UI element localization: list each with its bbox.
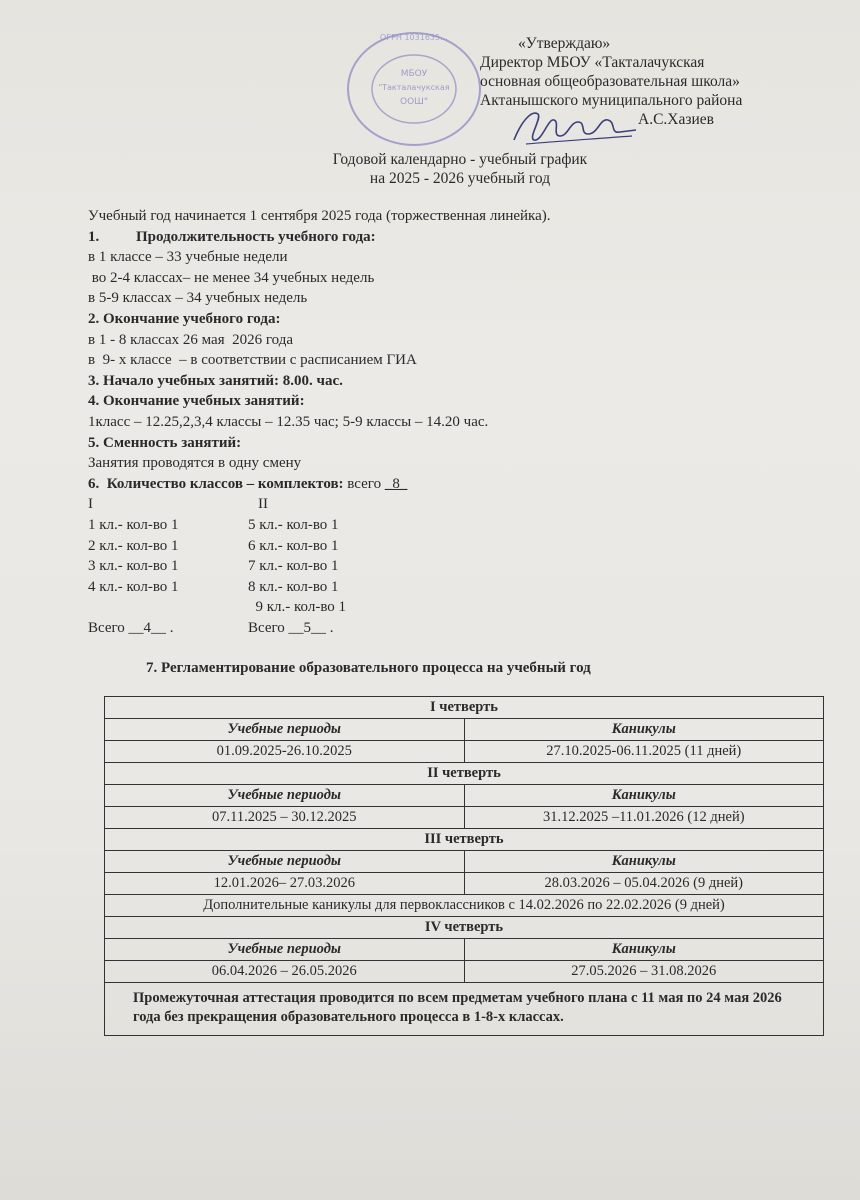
- extra-holiday-cell: Дополнительные каникулы для первоклассников с 14.02.2026 по 22.02.2026 (9 дней): [105, 895, 824, 917]
- section-4-line: 1класс – 12.25,2,3,4 классы – 12.35 час; 5-9 классы – 14.20 час.: [88, 413, 489, 430]
- column-2-total: Всего __5__ .: [248, 619, 334, 636]
- document-body: [88, 206, 818, 638]
- holiday-header: Каникулы: [464, 939, 824, 961]
- intro-text: Учебный год начинается 1 сентября 2025 года (торжественная линейка).: [88, 208, 551, 224]
- title-line-1: Годовой календарно - учебный график: [332, 151, 588, 168]
- svg-text:МБОУ: МБОУ: [400, 69, 428, 79]
- approval-school-line: основная общеобразовательная школа»: [480, 73, 740, 90]
- section-1-title: Продолжительность учебного года:: [136, 228, 376, 245]
- section-2-line: в 1 - 8 классах 26 мая 2026 года: [88, 331, 293, 348]
- section-3-heading: 3. Начало учебных занятий: 8.00. час.: [88, 372, 343, 389]
- attestation-note: Промежуточная аттестация проводится по всем предметам учебного плана с 11 мая по 24 мая 2026 года без прекращения образовательного процесса в 1-8-х классах.: [105, 983, 824, 1036]
- title-line-2: на 2025 - 2026 учебный год: [369, 170, 551, 187]
- director-signature: [508, 100, 638, 152]
- holiday-header: Каникулы: [464, 851, 824, 873]
- section-1-line: в 5-9 классах – 34 учебных недель: [88, 290, 308, 307]
- section-2-heading: 2. Окончание учебного года:: [88, 310, 281, 327]
- quarter-header-row: [105, 763, 824, 785]
- column-2-head: II: [258, 496, 268, 513]
- period-header: Учебные периоды: [105, 939, 465, 961]
- section-2-line: в 9- х классе – в соответствии с расписанием ГИА: [88, 352, 417, 369]
- column-header-row: [105, 939, 824, 961]
- column-1-head: I: [88, 496, 93, 513]
- svg-text:ОГРН 1031635…: ОГРН 1031635…: [379, 33, 449, 42]
- section-6-total-prefix: всего: [343, 475, 385, 492]
- approval-heading: «Утверждаю»: [518, 35, 611, 52]
- class-row: [88, 577, 818, 598]
- holiday-cell: 27.10.2025-06.11.2025 (11 дней): [464, 741, 824, 763]
- svg-text:ООШ": ООШ": [400, 97, 428, 107]
- period-header: Учебные периоды: [105, 851, 465, 873]
- holiday-header: Каникулы: [464, 785, 824, 807]
- period-cell: 12.01.2026– 27.03.2026: [105, 873, 465, 895]
- class-count-item: 6 кл.- кол-во 1: [248, 537, 339, 554]
- approval-district-line: Актанышского муниципального района: [480, 92, 743, 109]
- section-6-total: _8_: [384, 475, 408, 492]
- class-count-item: 9 кл.- кол-во 1: [248, 599, 347, 616]
- section-6-heading: 6. Количество классов – комплектов:: [88, 475, 344, 492]
- section-7-heading: 7. Регламентирование образовательного процесса на учебный год: [146, 660, 591, 676]
- period-cell: 01.09.2025-26.10.2025: [105, 741, 465, 763]
- class-count-item: 2 кл.- кол-во 1: [88, 537, 179, 554]
- table-row: [105, 741, 824, 763]
- quarter-name: I четверть: [105, 697, 824, 719]
- table-row: [105, 873, 824, 895]
- class-count-item: 1 кл.- кол-во 1: [88, 516, 179, 533]
- class-count-item: 8 кл.- кол-во 1: [248, 578, 339, 595]
- period-cell: 07.11.2025 – 30.12.2025: [105, 807, 465, 829]
- class-row: [88, 556, 818, 577]
- period-cell: 06.04.2026 – 26.05.2026: [105, 961, 465, 983]
- section-1-line: в 1 классе – 33 учебные недели: [88, 249, 288, 266]
- note-row: [105, 983, 824, 1036]
- class-row: [88, 515, 818, 536]
- period-header: Учебные периоды: [105, 719, 465, 741]
- quarter-header-row: [105, 697, 824, 719]
- quarter-name: III четверть: [105, 829, 824, 851]
- section-1-number: 1.: [88, 228, 100, 245]
- approval-director-line: Директор МБОУ «Такталачукская: [480, 54, 705, 71]
- column-header-row: [105, 719, 824, 741]
- holiday-cell: 27.05.2026 – 31.08.2026: [464, 961, 824, 983]
- school-seal-stamp: [343, 28, 485, 150]
- quarter-header-row: [105, 917, 824, 939]
- period-header: Учебные периоды: [105, 785, 465, 807]
- class-row: [88, 536, 818, 557]
- quarter-name: II четверть: [105, 763, 824, 785]
- section-4-heading: 4. Окончание учебных занятий:: [88, 393, 305, 410]
- section-6-heading-row: [88, 474, 818, 495]
- quarter-name: IV четверть: [105, 917, 824, 939]
- holiday-cell: 28.03.2026 – 05.04.2026 (9 дней): [464, 873, 824, 895]
- holiday-cell: 31.12.2025 –11.01.2026 (12 дней): [464, 807, 824, 829]
- class-columns-head: [88, 494, 818, 515]
- column-header-row: [105, 785, 824, 807]
- holiday-header: Каникулы: [464, 719, 824, 741]
- svg-text:"Такталачукская: "Такталачукская: [378, 83, 450, 92]
- section-1-heading: [88, 227, 818, 248]
- quarter-header-row: [105, 829, 824, 851]
- schedule-table: [104, 696, 824, 1036]
- section-5-line: Занятия проводятся в одну смену: [88, 455, 302, 472]
- table-row: [105, 895, 824, 917]
- class-count-item: 5 кл.- кол-во 1: [248, 516, 339, 533]
- class-row: [88, 597, 818, 618]
- class-count-item: 4 кл.- кол-во 1: [88, 578, 179, 595]
- director-name: А.С.Хазиев: [638, 111, 714, 128]
- section-5-heading: 5. Сменность занятий:: [88, 434, 242, 451]
- table-row: [105, 961, 824, 983]
- document-title: [260, 150, 660, 188]
- class-count-item: 7 кл.- кол-во 1: [248, 558, 339, 575]
- section-1-line: во 2-4 классах– не менее 34 учебных недель: [88, 269, 375, 286]
- column-header-row: [105, 851, 824, 873]
- class-count-item: 3 кл.- кол-во 1: [88, 558, 179, 575]
- class-totals-row: [88, 618, 818, 639]
- column-1-total: Всего __4__ .: [88, 619, 174, 636]
- table-row: [105, 807, 824, 829]
